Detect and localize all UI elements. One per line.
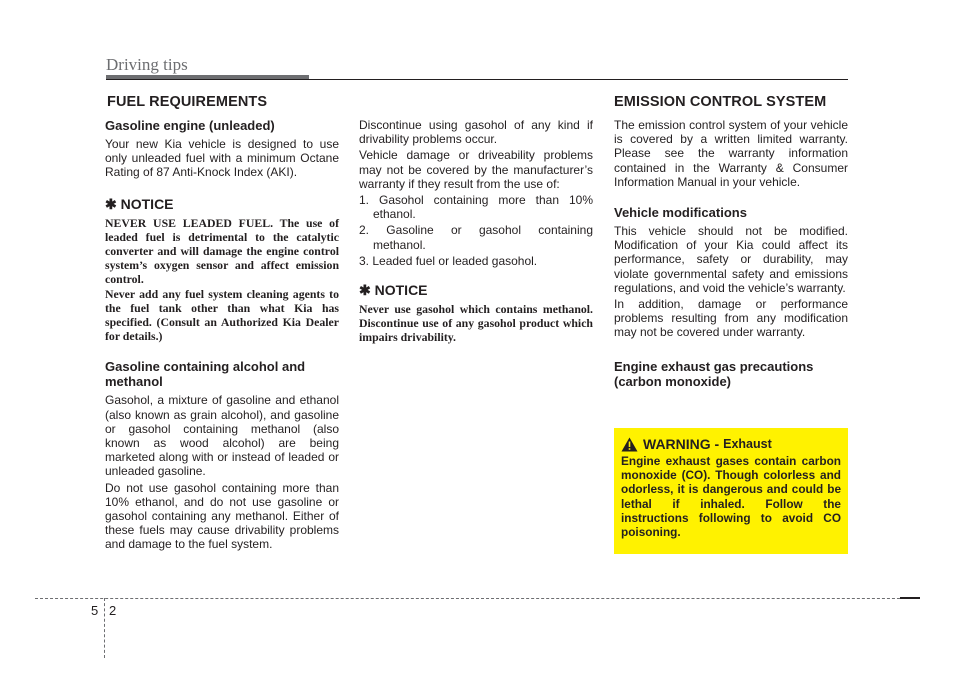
subheading-alcohol-methanol: Gasoline containing alcohol and methanol [105,359,306,390]
list-item: 3. Leaded fuel or leaded gasohol. [359,253,538,268]
page-number: 2 [109,603,117,618]
paragraph-discontinue: Discontinue using gasohol of any kind if drivability problems occur. [359,118,593,147]
notice-heading [105,196,339,213]
notice-label: NOTICE [374,282,428,299]
paragraph-gasohol-definition: Gasohol, a mixture of gasoline and ethanol (also known as grain alcohol), and gasoline or gasohol containing methanol (also known as wood alcohol) are being marketed along with or instead of leaded or unleaded gasoline. [105,393,339,479]
notice-cleaning-agents: Never add any fuel system cleaning agents to the fuel tank other than what Kia has specified. (Consult an Authorized Kia Dealer for details.) [105,286,339,344]
warning-label: WARNING - [643,436,720,452]
asterisk-icon: ✱ [105,195,117,212]
page-header-title: Driving tips [106,55,188,74]
footer-dashed-divider [104,598,105,658]
subheading-exhaust-precautions: Engine exhaust gas precautions (carbon monoxide) [614,358,814,389]
list-item: 1. Gasohol containing more than 10% ethanol. [359,193,593,222]
warning-subject: Exhaust [723,437,772,451]
notice-label: NOTICE [120,195,174,212]
column-emission-control [614,94,848,393]
column-gasohol [359,118,593,345]
paragraph-no-modification: This vehicle should not be modified. Modification of your Kia could affect its performance, safety or durability, may violate governmental safety and emissions regulations, and void the vehicle’s warranty. [614,224,848,295]
subheading-vehicle-modifications: Vehicle modifications [614,205,747,221]
paragraph-unleaded: Your new Kia vehicle is designed to use only unleaded fuel with a minimum Octane Rating of 87 Anti-Knock Index (AKI). [105,137,339,180]
footer-dashed-rule [35,598,920,599]
asterisk-icon: ✱ [359,282,371,299]
warning-text: Engine exhaust gases contain carbon monoxide (CO). Though colorless and odorless, it is dangerous and could be lethal if inhaled. Follow the instructions following to avoid CO poisoning. [621,454,841,540]
warning-triangle-icon [621,437,638,452]
notice-leaded-fuel: NEVER USE LEADED FUEL. The use of leaded fuel is detrimental to the catalytic converter and will damage the engine control system’s oxygen sensor and affect emission control. [105,215,339,287]
fuel-list [359,193,593,268]
warning-box [614,428,848,554]
paragraph-warranty-damage: Vehicle damage or driveability problems may not be covered by the manufacturer’s warranty if they result from the use of: [359,148,593,191]
warning-heading [621,436,841,452]
subheading-gasoline-engine: Gasoline engine (unleaded) [105,118,275,133]
header-rule [106,79,848,80]
list-item: 2. Gasoline or gasohol containing methanol. [359,223,593,252]
section-title-fuel: FUEL REQUIREMENTS [107,94,268,110]
paragraph-gasohol-limits: Do not use gasohol containing more than 10% ethanol, and do not use gasoline or gasohol containing any methanol. Either of these fuels may cause drivability problems and damage to the fuel system. [105,480,339,552]
column-fuel-requirements [105,94,339,554]
chapter-number: 5 [91,603,99,618]
footer-tick-mark [900,597,920,599]
notice-methanol: Never use gasohol which contains methanol. Discontinue use of any gasohol product which impairs drivability. [359,302,593,345]
section-title-emission: EMISSION CONTROL SYSTEM [614,94,827,110]
notice-heading [359,282,593,299]
paragraph-damage-not-covered: In addition, damage or performance problems resulting from any modification may not be covered under warranty. [614,297,848,340]
paragraph-emission-warranty: The emission control system of your vehicle is covered by a written limited warranty. Please see the warranty information contained in the Warranty & Consumer Information Manual in your vehicle. [614,118,848,189]
